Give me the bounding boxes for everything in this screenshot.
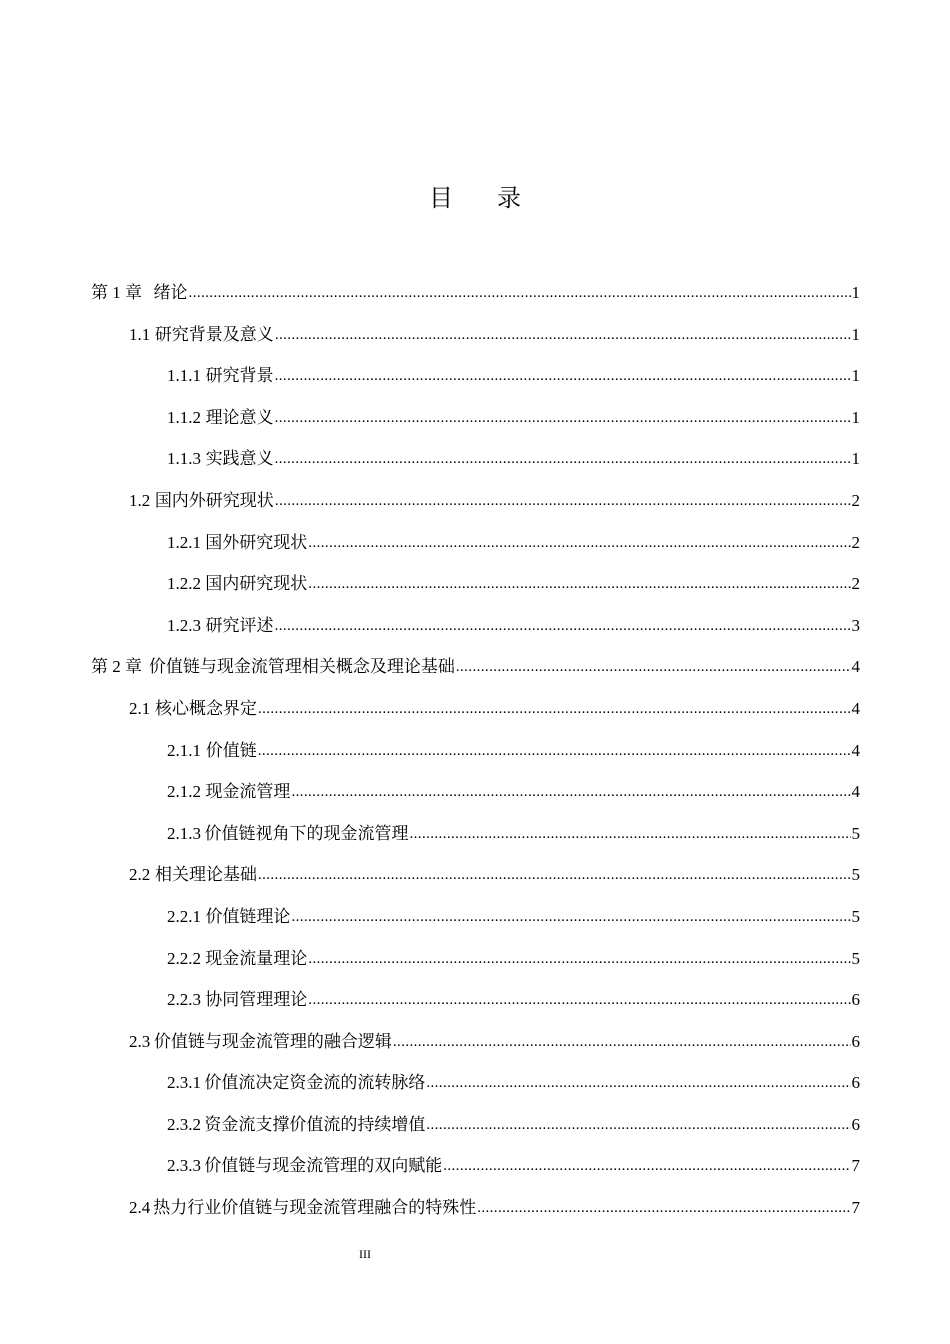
toc-dot-leader: [308, 562, 850, 606]
toc-entry[interactable]: [91, 730, 860, 772]
toc-dot-leader: [308, 978, 850, 1022]
toc-dot-leader: [410, 812, 851, 856]
toc-entry-label: 资金流支撑价值流的持续增值: [204, 1114, 426, 1134]
toc-entry[interactable]: [91, 854, 860, 896]
toc-entry-page: 5: [851, 906, 860, 926]
toc-entry[interactable]: [91, 646, 860, 688]
toc-entry[interactable]: [91, 272, 860, 314]
toc-entry-label: 热力行业价值链与现金流管理融合的特殊性: [153, 1198, 477, 1218]
toc-entry-label: 价值链: [205, 740, 257, 760]
toc-entry[interactable]: [91, 1062, 860, 1104]
toc-entry-number: 第 1 章: [91, 283, 142, 302]
toc-entry-number: 2.3.3: [167, 1156, 201, 1176]
toc-entry-label: 绪论: [153, 283, 188, 302]
toc-entry-page: 3: [851, 615, 860, 635]
toc-entry-page: 5: [851, 865, 860, 885]
toc-entry-label: 理论意义: [205, 407, 274, 427]
toc-dot-leader: [275, 313, 851, 357]
toc-title: [0, 178, 950, 213]
toc-entry-label: 研究背景及意义: [154, 324, 274, 344]
toc-entry-page: 1: [851, 283, 860, 302]
toc-dot-leader: [456, 645, 851, 689]
toc-entry-page: 4: [851, 782, 860, 802]
toc-dot-leader: [308, 937, 850, 981]
toc-entry-number: 1.1: [129, 324, 151, 344]
toc-entry-number: 1.2: [129, 490, 151, 510]
toc-entry[interactable]: [91, 397, 860, 439]
toc-dot-leader: [443, 1144, 850, 1188]
toc-entry-page: 2: [851, 490, 860, 510]
toc-entry-label: 国内研究现状: [205, 574, 308, 594]
toc-entry-page: 4: [851, 698, 860, 718]
toc-entry[interactable]: [91, 938, 860, 980]
toc-entry-page: 5: [851, 823, 860, 843]
toc-entry-label: 研究评述: [205, 615, 274, 635]
toc-entry[interactable]: [91, 1145, 860, 1187]
toc-entry[interactable]: [91, 355, 860, 397]
toc-title-part1: 目: [429, 186, 453, 212]
toc-entry-number: 2.2.1: [167, 906, 201, 926]
toc-dot-leader: [189, 271, 851, 315]
toc-dot-leader: [275, 396, 851, 440]
toc-entry[interactable]: [91, 438, 860, 480]
toc-entry-page: 1: [851, 407, 860, 427]
toc-entry-page: 4: [851, 740, 860, 760]
toc-entry-label: 相关理论基础: [154, 865, 257, 885]
toc-entry[interactable]: [91, 1187, 860, 1229]
toc-entry-number: 2.1.2: [167, 782, 201, 802]
toc-entry[interactable]: [91, 771, 860, 813]
toc-entry-label: 价值流决定资金流的流转脉络: [204, 1073, 426, 1093]
toc-entry[interactable]: [91, 813, 860, 855]
toc-entry-number: 2.3: [129, 1031, 151, 1051]
toc-entry-page: 1: [851, 366, 860, 386]
toc-entry-label: 协同管理理论: [205, 990, 308, 1010]
toc-entry[interactable]: [91, 688, 860, 730]
toc-entry-number: 1.2.2: [167, 574, 201, 594]
toc-dot-leader: [275, 437, 851, 481]
toc-entry-number: 1.1.2: [167, 407, 201, 427]
toc-entry-label: 核心概念界定: [154, 698, 257, 718]
toc-entry-page: 6: [851, 990, 860, 1010]
toc-entry-label: 现金流管理: [205, 782, 291, 802]
toc-entry-number: 1.2.3: [167, 615, 201, 635]
toc-entry[interactable]: [91, 605, 860, 647]
toc-entry-number: 2.1.3: [167, 823, 201, 843]
toc-entry[interactable]: [91, 480, 860, 522]
toc-title-part2: 录: [497, 186, 521, 212]
page-number-footer: III: [359, 1247, 371, 1261]
toc-entry-number: 2.2.2: [167, 948, 201, 968]
toc-dot-leader: [258, 853, 851, 897]
toc-entry[interactable]: [91, 563, 860, 605]
toc-entry-number: 2.4: [129, 1198, 151, 1218]
toc-dot-leader: [258, 729, 851, 773]
toc-dot-leader: [291, 770, 850, 814]
toc-entry-page: 2: [851, 574, 860, 594]
toc-dot-leader: [393, 1020, 851, 1064]
toc-entry-label: 价值链与现金流管理相关概念及理论基础: [148, 657, 455, 677]
toc-entry-label: 国外研究现状: [205, 532, 308, 552]
toc-entry-number: 2.2: [129, 865, 151, 885]
toc-dot-leader: [426, 1103, 850, 1147]
toc-entry-number: 1.1.1: [167, 366, 201, 386]
toc-dot-leader: [477, 1186, 850, 1230]
table-of-contents: [91, 272, 860, 1229]
toc-entry-page: 1: [851, 449, 860, 469]
toc-entry-page: 7: [851, 1198, 860, 1218]
toc-dot-leader: [426, 1061, 850, 1105]
toc-entry-number: 2.3.2: [167, 1114, 201, 1134]
toc-dot-leader: [291, 895, 850, 939]
toc-entry[interactable]: [91, 1104, 860, 1146]
toc-entry-label: 研究背景: [205, 366, 274, 386]
toc-entry-page: 5: [851, 948, 860, 968]
toc-entry[interactable]: [91, 522, 860, 564]
toc-entry-number: 2.3.1: [167, 1073, 201, 1093]
toc-entry-label: 现金流量理论: [205, 948, 308, 968]
toc-entry-number: 1.2.1: [167, 532, 201, 552]
toc-entry-page: 6: [851, 1031, 860, 1051]
toc-entry-number: 2.1: [129, 698, 151, 718]
toc-entry-label: 价值链与现金流管理的双向赋能: [204, 1156, 443, 1176]
toc-dot-leader: [275, 479, 851, 523]
toc-dot-leader: [308, 521, 850, 565]
toc-entry-page: 1: [851, 324, 860, 344]
toc-entry-number: 第 2 章: [91, 657, 142, 677]
toc-entry-page: 4: [851, 657, 860, 677]
toc-dot-leader: [275, 354, 851, 398]
toc-entry-label: 国内外研究现状: [154, 490, 274, 510]
toc-entry-page: 2: [851, 532, 860, 552]
toc-entry-label: 价值链与现金流管理的融合逻辑: [153, 1031, 392, 1051]
toc-entry-label: 价值链视角下的现金流管理: [204, 823, 409, 843]
toc-entry-page: 6: [851, 1073, 860, 1093]
toc-entry[interactable]: [91, 1021, 860, 1063]
toc-entry[interactable]: [91, 314, 860, 356]
toc-entry-number: 2.2.3: [167, 990, 201, 1010]
toc-entry-label: 实践意义: [205, 449, 274, 469]
toc-entry-number: 2.1.1: [167, 740, 201, 760]
toc-entry[interactable]: [91, 896, 860, 938]
toc-entry-label: 价值链理论: [205, 906, 291, 926]
toc-dot-leader: [258, 687, 851, 731]
toc-entry-number: 1.1.3: [167, 449, 201, 469]
toc-entry-page: 7: [851, 1156, 860, 1176]
toc-dot-leader: [275, 604, 851, 648]
toc-entry[interactable]: [91, 979, 860, 1021]
toc-entry-page: 6: [851, 1114, 860, 1134]
